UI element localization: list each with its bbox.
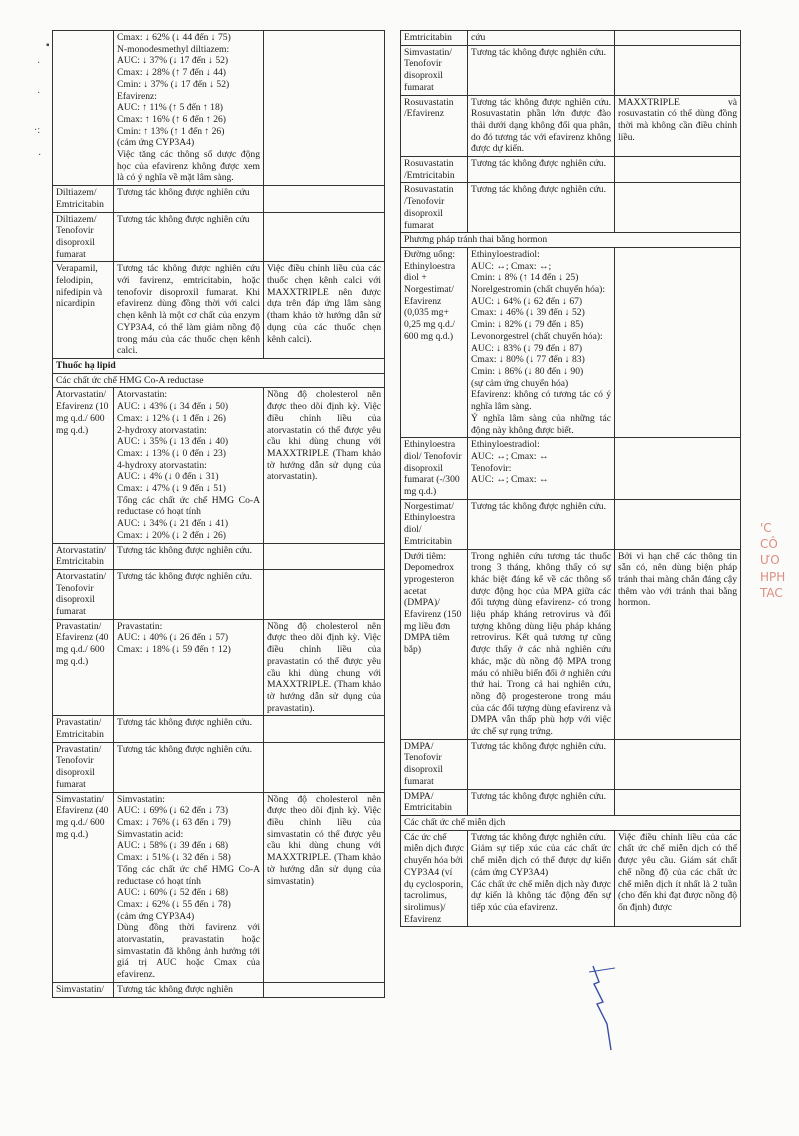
effect-line: Tương tác không được nghiên cứu. bbox=[471, 831, 606, 843]
table-row bbox=[53, 31, 385, 186]
recommendation-cell bbox=[615, 45, 741, 95]
effect-line: Cmax: ↓ 20% (↓ 2 đến ↓ 26) bbox=[117, 529, 226, 541]
effect-line: Tương tác không được nghiên cứu. bbox=[471, 740, 606, 752]
stamp-text: ƯO bbox=[760, 553, 780, 568]
table-row bbox=[53, 212, 385, 262]
effect-cell bbox=[468, 31, 615, 46]
effect-line: N-monodesmethyl diltiazem: bbox=[117, 43, 230, 55]
subsection-title: Các chất ức chế HMG Co-A reductase bbox=[53, 373, 385, 388]
effect-line: Ethinyloestradiol: bbox=[471, 439, 540, 451]
effect-line: Cmax: ↑ 16% (↑ 6 đến ↑ 26) bbox=[117, 113, 226, 125]
effect-line: Cmax: ↓ 62% (↓ 44 đến ↓ 75) bbox=[117, 32, 231, 43]
effect-line: 2-hydroxy atorvastatin: bbox=[117, 424, 207, 436]
effect-line: Tenofovir: bbox=[471, 462, 512, 474]
effect-line: AUC: ↓ 37% (↓ 17 đến ↓ 52) bbox=[117, 55, 229, 67]
table-row bbox=[401, 549, 741, 739]
effect-line: Trong nghiên cứu tương tác thuốc trong 3 tháng, không thấy có sự khác biệt đáng kể về các thông số dược động học của MPA giữa các đối tượng dùng efavirenz- có trong liệu pháp kháng retrovirus và đối tượng không dùng liệu pháp kháng retrovirus. Kết quả tương tự cũng được thấy ở các nhà nghiên cứu khác, mặc dù nồng độ MPA trong máu có nhiều biến đổi ở nghiên cứu thứ hai. Trong cả hai nghiên cứu, nồng độ progesterone trong máu của các đối tượng dùng efavirenz và DMPA vẫn thấp phù hợp với việc ức chế sự rụng trứng. bbox=[471, 550, 614, 738]
effect-cell bbox=[114, 543, 264, 569]
table-row bbox=[53, 792, 385, 982]
table-row bbox=[401, 247, 741, 437]
effect-line: AUC: ↓ 40% (↓ 26 đến ↓ 57) bbox=[117, 632, 229, 644]
effect-line: Tương tác không được nghiên cứu bbox=[117, 187, 250, 199]
recommendation-cell bbox=[264, 212, 385, 262]
effect-cell bbox=[114, 388, 264, 543]
drug-pair-cell: Đường uống: Ethinyloestra diol + Norgestimat/ Efavirenz (0,035 mg+ 0,25 mg q.d./ 600 mg q.d.) bbox=[401, 247, 468, 437]
stamp bbox=[760, 520, 799, 650]
effect-line: Cmax: ↓ 46% (↓ 39 đến ↓ 52) bbox=[471, 307, 585, 319]
table-row bbox=[401, 830, 741, 927]
drug-pair-cell: Dưới tiêm: Depomedrox yprogesteron acetat (DMPA)/ Efavirenz (150 mg liều đơn DMPA tiêm bắp) bbox=[401, 549, 468, 739]
effect-line: Cmax: ↓ 51% (↓ 32 đến ↓ 58) bbox=[117, 852, 231, 864]
effect-cell bbox=[114, 742, 264, 792]
table-row bbox=[401, 45, 741, 95]
effect-line: Giảm sự tiếp xúc của các chất ức chế miễn dịch có thể được dự kiến (cảm ứng CYP3A4) bbox=[471, 843, 614, 878]
effect-line: Tương tác không được nghiên cứu. bbox=[117, 570, 252, 582]
margin-mark: · bbox=[37, 58, 41, 69]
effect-cell bbox=[114, 212, 264, 262]
drug-pair-cell: Rosuvastatin /Efavirenz bbox=[401, 95, 468, 157]
effect-line: Tương tác không được nghiên cứu. bbox=[471, 46, 606, 58]
effect-line: Cmin: ↓ 37% (↓ 17 đến ↓ 52) bbox=[117, 78, 230, 90]
effect-line: Cmax: ↓ 62% (↓ 55 đến ↓ 78) bbox=[117, 898, 231, 910]
recommendation-cell bbox=[264, 186, 385, 212]
section-title: Thuốc hạ lipid bbox=[53, 358, 385, 373]
effect-line: Các chất ức chế miễn dịch này được dự kiến là không tác động đến sự tiếp xúc của efavirenz. bbox=[471, 878, 614, 913]
recommendation-cell bbox=[264, 569, 385, 619]
effect-line: AUC: ↓ 4% (↓ 0 đến ↓ 31) bbox=[117, 471, 219, 483]
stamp-text: HPH bbox=[760, 569, 786, 584]
recommendation-cell: Việc điều chỉnh liều của các chất ức chế miễn dịch có thể được yêu cầu. Giám sát chất chế nồng độ của các chất ức chế miễn dịch ít nhất là 2 tuần (cho đến khi đạt được nồng độ ổn định) được bbox=[615, 830, 741, 927]
effect-line: (cảm ứng CYP3A4) bbox=[117, 910, 195, 922]
effect-cell bbox=[468, 789, 615, 815]
effect-line: Atorvastatin: bbox=[117, 389, 168, 401]
effect-line: Tương tác không được nghiên cứu. bbox=[471, 158, 606, 170]
drug-pair-cell bbox=[53, 31, 114, 186]
table-row bbox=[401, 95, 741, 157]
drug-pair-cell: Pravastatin/ Tenofovir disoproxil fumarat bbox=[53, 742, 114, 792]
stamp-text: TAC bbox=[760, 585, 783, 600]
table-row bbox=[401, 157, 741, 183]
effect-cell bbox=[114, 716, 264, 742]
effect-cell bbox=[468, 183, 615, 233]
effect-cell bbox=[468, 438, 615, 500]
drug-pair-cell: Emtricitabin bbox=[401, 31, 468, 46]
effect-line: Cmax: ↓ 80% (↓ 77 đến ↓ 83) bbox=[471, 354, 585, 366]
recommendation-cell: Nồng độ cholesterol nên được theo dõi định kỳ. Việc điều chỉnh liều của simvastatin có thể được yêu cầu khi dùng chung với MAXXTRIPLE. (Tham khảo tờ hướng dẫn sử dụng của simvastatin) bbox=[264, 792, 385, 982]
effect-line: Tổng các chất ức chế HMG Co-A reductase có hoạt tính bbox=[117, 494, 263, 518]
table-row bbox=[53, 186, 385, 212]
left-interaction-table bbox=[52, 30, 385, 998]
table-row bbox=[401, 739, 741, 789]
effect-cell bbox=[114, 982, 264, 997]
effect-line: Cmax: ↓ 76% (↓ 63 đến ↓ 79) bbox=[117, 817, 231, 828]
drug-pair-cell: Simvastatin/ Efavirenz (40 mg q.d./ 600 mg q.d.) bbox=[53, 792, 114, 982]
effect-line: Cmin: ↓ 82% (↓ 79 đến ↓ 85) bbox=[471, 319, 584, 331]
effect-line: Levonorgestrel (chất chuyển hóa): bbox=[471, 330, 603, 342]
effect-line: Ethinyloestradiol: bbox=[471, 248, 540, 260]
effect-line: Việc tăng các thông số dược động học của efavirenz không được xem là có ý nghĩa về mặt lâm sàng. bbox=[117, 149, 263, 184]
table-row bbox=[53, 742, 385, 792]
drug-pair-cell: Pravastatin/ Emtricitabin bbox=[53, 716, 114, 742]
effect-cell bbox=[468, 549, 615, 739]
effect-cell bbox=[468, 499, 615, 549]
effect-line: Cmin: ↓ 8% (↑ 14 đến ↓ 25) bbox=[471, 272, 579, 284]
effect-cell bbox=[114, 262, 264, 359]
drug-pair-cell: Diltiazem/ Tenofovir disoproxil fumarat bbox=[53, 212, 114, 262]
effect-line: Simvastatin acid: bbox=[117, 828, 184, 840]
drug-pair-cell: Atorvastatin/ Efavirenz (10 mg q.d./ 600 mg q.d.) bbox=[53, 388, 114, 543]
drug-pair-cell: Diltiazem/ Emtricitabin bbox=[53, 186, 114, 212]
recommendation-cell bbox=[615, 157, 741, 183]
table-row bbox=[53, 569, 385, 619]
effect-line: Tương tác không được nghiên cứu bbox=[117, 213, 250, 225]
effect-line: (sự cảm ứng chuyển hóa) bbox=[471, 377, 569, 389]
effect-line: AUC: ↓ 58% (↓ 39 đến ↓ 68) bbox=[117, 840, 229, 852]
effect-line: AUC: ↔; Cmax: ↔; bbox=[471, 260, 552, 272]
table-row bbox=[401, 183, 741, 233]
recommendation-cell bbox=[615, 438, 741, 500]
effect-cell bbox=[468, 830, 615, 927]
effect-cell bbox=[114, 619, 264, 716]
table-row bbox=[53, 262, 385, 359]
effect-line: Cmax: ↓ 47% (↓ 9 đến ↓ 51) bbox=[117, 483, 226, 495]
recommendation-cell bbox=[615, 789, 741, 815]
table-row bbox=[401, 789, 741, 815]
drug-pair-cell: Simvastatin/ bbox=[53, 982, 114, 997]
recommendation-cell bbox=[615, 739, 741, 789]
effect-line: Efavirenz: bbox=[117, 90, 157, 102]
effect-line: AUC: ↓ 35% (↓ 13 đến ↓ 40) bbox=[117, 436, 229, 448]
effect-line: AUC: ↓ 60% (↓ 52 đến ↓ 68) bbox=[117, 887, 229, 899]
effect-cell bbox=[468, 247, 615, 437]
effect-cell bbox=[468, 739, 615, 789]
effect-cell bbox=[114, 186, 264, 212]
drug-pair-cell: DMPA/ Emtricitabin bbox=[401, 789, 468, 815]
table-row bbox=[401, 31, 741, 46]
effect-line: AUC: ↓ 69% (↓ 62 đến ↓ 73) bbox=[117, 805, 229, 817]
effect-line: AUC: ↓ 64% (↓ 62 đến ↓ 67) bbox=[471, 295, 583, 307]
stamp-text: CÔ bbox=[760, 537, 778, 552]
drug-pair-cell: Ethinyloestra diol/ Tenofovir disoproxil fumarat (-/300 mg q.d.) bbox=[401, 438, 468, 500]
effect-cell bbox=[468, 157, 615, 183]
recommendation-cell bbox=[264, 543, 385, 569]
section-title: Phương pháp tránh thai bằng hormon bbox=[401, 233, 741, 248]
recommendation-cell bbox=[264, 716, 385, 742]
effect-line: Tổng các chất ức chế HMG Co-A reductase có hoạt tính bbox=[117, 863, 263, 887]
effect-line: Ý nghĩa lâm sàng của những tác động này không được biết. bbox=[471, 412, 614, 436]
margin-mark: · bbox=[37, 88, 41, 99]
effect-line: Tương tác không được nghiên cứu. bbox=[471, 184, 606, 196]
effect-line: Cmax: ↓ 13% (↓ 0 đến ↓ 23) bbox=[117, 447, 226, 459]
effect-line: Norelgestromin (chất chuyển hóa): bbox=[471, 284, 605, 296]
effect-line: Tương tác không được nghiên cứu. bbox=[117, 544, 252, 556]
table-row bbox=[53, 543, 385, 569]
effect-line: AUC: ↓ 83% (↓ 79 đến ↓ 87) bbox=[471, 342, 583, 354]
effect-cell bbox=[114, 569, 264, 619]
effect-line: Dùng đồng thời favirenz với atorvastatin, pravastatin hoặc simvastatin đã không ảnh hưởng tới giá trị AUC hoặc Cmax của efavirenz. bbox=[117, 922, 263, 981]
effect-cell bbox=[468, 45, 615, 95]
recommendation-cell: Việc điều chỉnh liều của các thuốc chẹn kênh calci với MAXXTRIPLE nên được dựa trên đáp ứng lâm sàng (tham khảo tờ hướng dẫn sử dụng của các thuốc chẹn kênh calci). bbox=[264, 262, 385, 359]
section-title: Các chất ức chế miễn dịch bbox=[401, 816, 741, 831]
effect-line: Tương tác không được nghiên cứu với favirenz, emtricitabin, hoặc tenofovir disoproxil fumarat. Khi efavirenz dùng đồng thời với calci chẹn kênh là một cơ chất của enzym CYP3A4, có thể làm giảm nồng độ trong máu của các thuốc chẹn kênh calci. bbox=[117, 263, 263, 357]
effect-line: Simvastatin: bbox=[117, 793, 165, 805]
table-row bbox=[53, 388, 385, 543]
effect-line: Cmin: ↓ 86% (↓ 80 đến ↓ 90) bbox=[471, 365, 584, 377]
effect-line: AUC: ↓ 43% (↓ 34 đến ↓ 50) bbox=[117, 401, 229, 413]
effect-line: AUC: ↑ 11% (↑ 5 đến ↑ 18) bbox=[117, 102, 223, 114]
effect-line: Cmax: ↓ 12% (↓ 1 đến ↓ 26) bbox=[117, 412, 226, 424]
effect-line: Tương tác không được nghiên cứu. bbox=[117, 717, 252, 729]
right-interaction-table bbox=[400, 30, 741, 927]
drug-pair-cell: Atorvastatin/ Tenofovir disoproxil fumarat bbox=[53, 569, 114, 619]
table-row bbox=[401, 438, 741, 500]
effect-cell bbox=[114, 31, 264, 186]
drug-pair-cell: Rosuvastatin /Tenofovir disoproxil fumarat bbox=[401, 183, 468, 233]
drug-pair-cell: DMPA/ Tenofovir disoproxil fumarat bbox=[401, 739, 468, 789]
effect-line: Tương tác không được nghiên cứu. Rosuvastatin phần lớn được đào thải dưới dạng không đổi qua phân, do đó tương tác với efavirenz không được dự kiến. bbox=[471, 96, 614, 155]
recommendation-cell bbox=[264, 982, 385, 997]
margin-mark: ▪ bbox=[46, 40, 50, 51]
drug-pair-cell: Pravastatin/ Efavirenz (40 mg q.d./ 600 mg q.d.) bbox=[53, 619, 114, 716]
drug-pair-cell: Các ức chế miễn dịch được chuyển hóa bởi CYP3A4 (ví dụ cyclosporin, tacrolimus, sirolimus)/ Efavirenz bbox=[401, 830, 468, 927]
recommendation-cell bbox=[615, 31, 741, 46]
effect-line: Cmax: ↓ 18% (↓ 59 đến ↑ 12) bbox=[117, 644, 231, 656]
drug-pair-cell: Verapamil, felodipin, nifedipin và nicardipin bbox=[53, 262, 114, 359]
effect-line: cứu bbox=[471, 32, 486, 43]
table-row bbox=[401, 499, 741, 549]
effect-line: AUC: ↓ 34% (↓ 21 đến ↓ 41) bbox=[117, 518, 229, 530]
effect-line: Tương tác không được nghiên bbox=[117, 983, 233, 995]
recommendation-cell bbox=[264, 742, 385, 792]
effect-line: Tương tác không được nghiên cứu. bbox=[471, 500, 606, 512]
recommendation-cell bbox=[264, 31, 385, 186]
recommendation-cell bbox=[615, 247, 741, 437]
drug-pair-cell: Atorvastatin/ Emtricitabin bbox=[53, 543, 114, 569]
table-row bbox=[53, 982, 385, 997]
effect-cell bbox=[468, 95, 615, 157]
effect-line: AUC: ↔; Cmax: ↔ bbox=[471, 474, 549, 486]
drug-pair-cell: Rosuvastatin /Emtricitabin bbox=[401, 157, 468, 183]
recommendation-cell bbox=[615, 499, 741, 549]
drug-pair-cell: Norgestimat/ Ethinyloestra diol/ Emtricitabin bbox=[401, 499, 468, 549]
margin-mark: ·: bbox=[34, 125, 41, 136]
signature bbox=[585, 962, 645, 1052]
effect-line: 4-hydroxy atorvastatin: bbox=[117, 459, 207, 471]
effect-line: Cmin: ↑ 13% (↑ 1 đến ↑ 26) bbox=[117, 125, 225, 137]
drug-pair-cell: Simvastatin/ Tenofovir disoproxil fumarat bbox=[401, 45, 468, 95]
effect-line: Pravastatin: bbox=[117, 620, 163, 632]
recommendation-cell bbox=[615, 183, 741, 233]
margin-mark: · bbox=[38, 150, 42, 161]
effect-line: Efavirenz: không có tương tác có ý nghĩa lâm sàng. bbox=[471, 389, 614, 413]
effect-cell bbox=[114, 792, 264, 982]
effect-line: AUC: ↔; Cmax: ↔ bbox=[471, 450, 549, 462]
effect-line: Tương tác không được nghiên cứu. bbox=[117, 743, 252, 755]
table-row bbox=[53, 619, 385, 716]
recommendation-cell: Nồng độ cholesterol nên được theo dõi định kỳ. Việc điều chỉnh liều của atorvastatin có thể được yêu cầu khi dùng chung với MAXXTRIPLE (Tham khảo tờ hướng dẫn sử dụng của atorvastatin). bbox=[264, 388, 385, 543]
recommendation-cell: MAXXTRIPLE và rosuvastatin có thể dùng đồng thời mà không cần điều chỉnh liều. bbox=[615, 95, 741, 157]
recommendation-cell: Nồng độ cholesterol nên được theo dõi định kỳ. Việc điều chỉnh liều của pravastatin có thể được yêu cầu khi dùng chung với MAXXTRIPLE. (Tham khảo tờ hướng dẫn sử dụng của pravastatin). bbox=[264, 619, 385, 716]
effect-line: Cmax: ↓ 28% (↑ 7 đến ↓ 44) bbox=[117, 67, 226, 79]
recommendation-cell: Bởi vì hạn chế các thông tin sẵn có, nên dùng biện pháp tránh thai màng chắn đáng cậy thêm vào với tránh thai bằng hormon. bbox=[615, 549, 741, 739]
effect-line: Tương tác không được nghiên cứu. bbox=[471, 790, 606, 802]
table-row bbox=[53, 716, 385, 742]
stamp-text: 'C bbox=[760, 521, 772, 535]
effect-line: (cảm ứng CYP3A4) bbox=[117, 137, 195, 149]
